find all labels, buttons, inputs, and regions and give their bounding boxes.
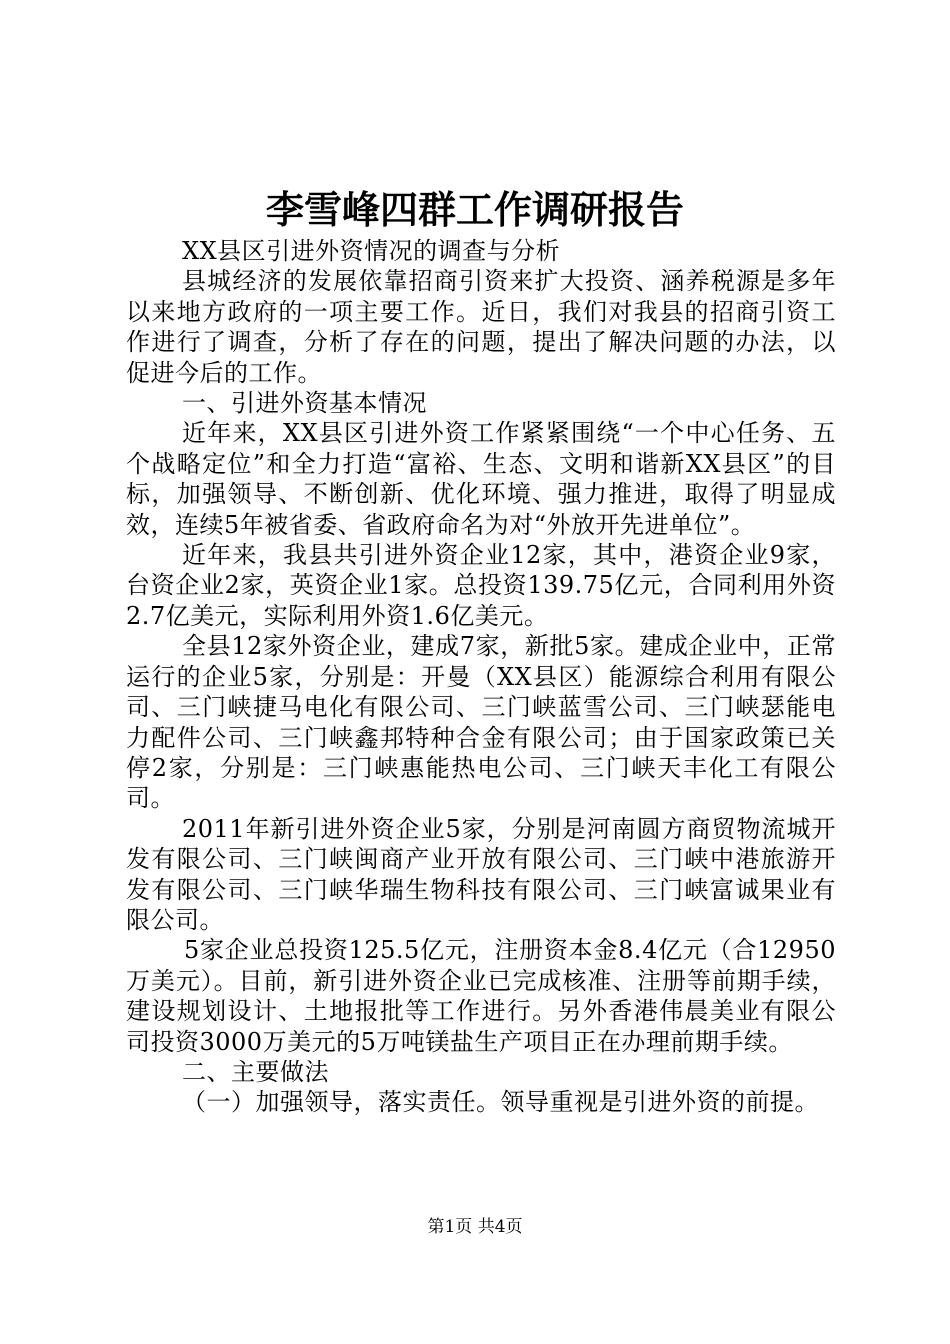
paragraph-leadership: （一）加强领导，落实责任。领导重视是引进外资的前提。	[182, 1088, 819, 1117]
paragraph-enterprise-list: 全县12家外资企业，建成7家，新批5家。建成企业中，正常运行的企业5家，分别是：开曼（XX县区）能源综合利用有限公司、三门峡捷马电化有限公司、三门峡蓝雪公司、三门峡瑟能电力配件公司、三门峡鑫邦特种合金有限公司；由于国家政策已关停2家，分别是：三门峡惠能热电公司、三门峡天丰化工有限公司。	[126, 632, 836, 813]
paragraph-enterprise-count: 近年来，我县共引进外资企业12家，其中，港资企业9家，台资企业2家，英资企业1家。总投资139.75亿元，合同利用外资2.7亿美元，实际利用外资1.6亿美元。	[126, 541, 836, 630]
paragraph-intro: 县城经济的发展依靠招商引资来扩大投资、涵养税源是多年以来地方政府的一项主要工作。近日，我们对我县的招商引资工作进行了调查，分析了存在的问题，提出了解决问题的办法，以促进今后的工作。	[126, 267, 836, 387]
paragraph-subtitle: XX县区引进外资情况的调查与分析	[182, 237, 561, 265]
paragraph-investment: 5家企业总投资125.5亿元，注册资本金8.4亿元（合12950万美元）。目前，新引进外资企业已完成核准、注册等前期手续，建设规划设计、土地报批等工作进行。另外香港伟晨美业有限公司投资3000万美元的5万吨镁盐生产项目正在办理前期手续。	[126, 936, 836, 1056]
page-footer: 第1页 共4页	[427, 1217, 523, 1237]
document-body	[126, 236, 836, 1118]
section-heading-1: 一、引进外资基本情况	[182, 389, 427, 418]
document-title: 李雪峰四群工作调研报告	[265, 187, 684, 232]
section-heading-2: 二、主要做法	[182, 1057, 329, 1086]
paragraph-2011-new: 2011年新引进外资企业5家，分别是河南圆方商贸物流城开发有限公司、三门峡闽商产业开放有限公司、三门峡中港旅游开发有限公司、三门峡华瑞生物科技有限公司、三门峡富诚果业有限公司。	[126, 814, 836, 934]
paragraph-background: 近年来，XX县区引进外资工作紧紧围绕“一个中心任务、五个战略定位”和全力打造“富裕、生态、文明和谐新XX县区”的目标，加强领导、不断创新、优化环境、强力推进，取得了明显成效，连续5年被省委、省政府命名为对“外放开先进单位”。	[126, 419, 836, 539]
